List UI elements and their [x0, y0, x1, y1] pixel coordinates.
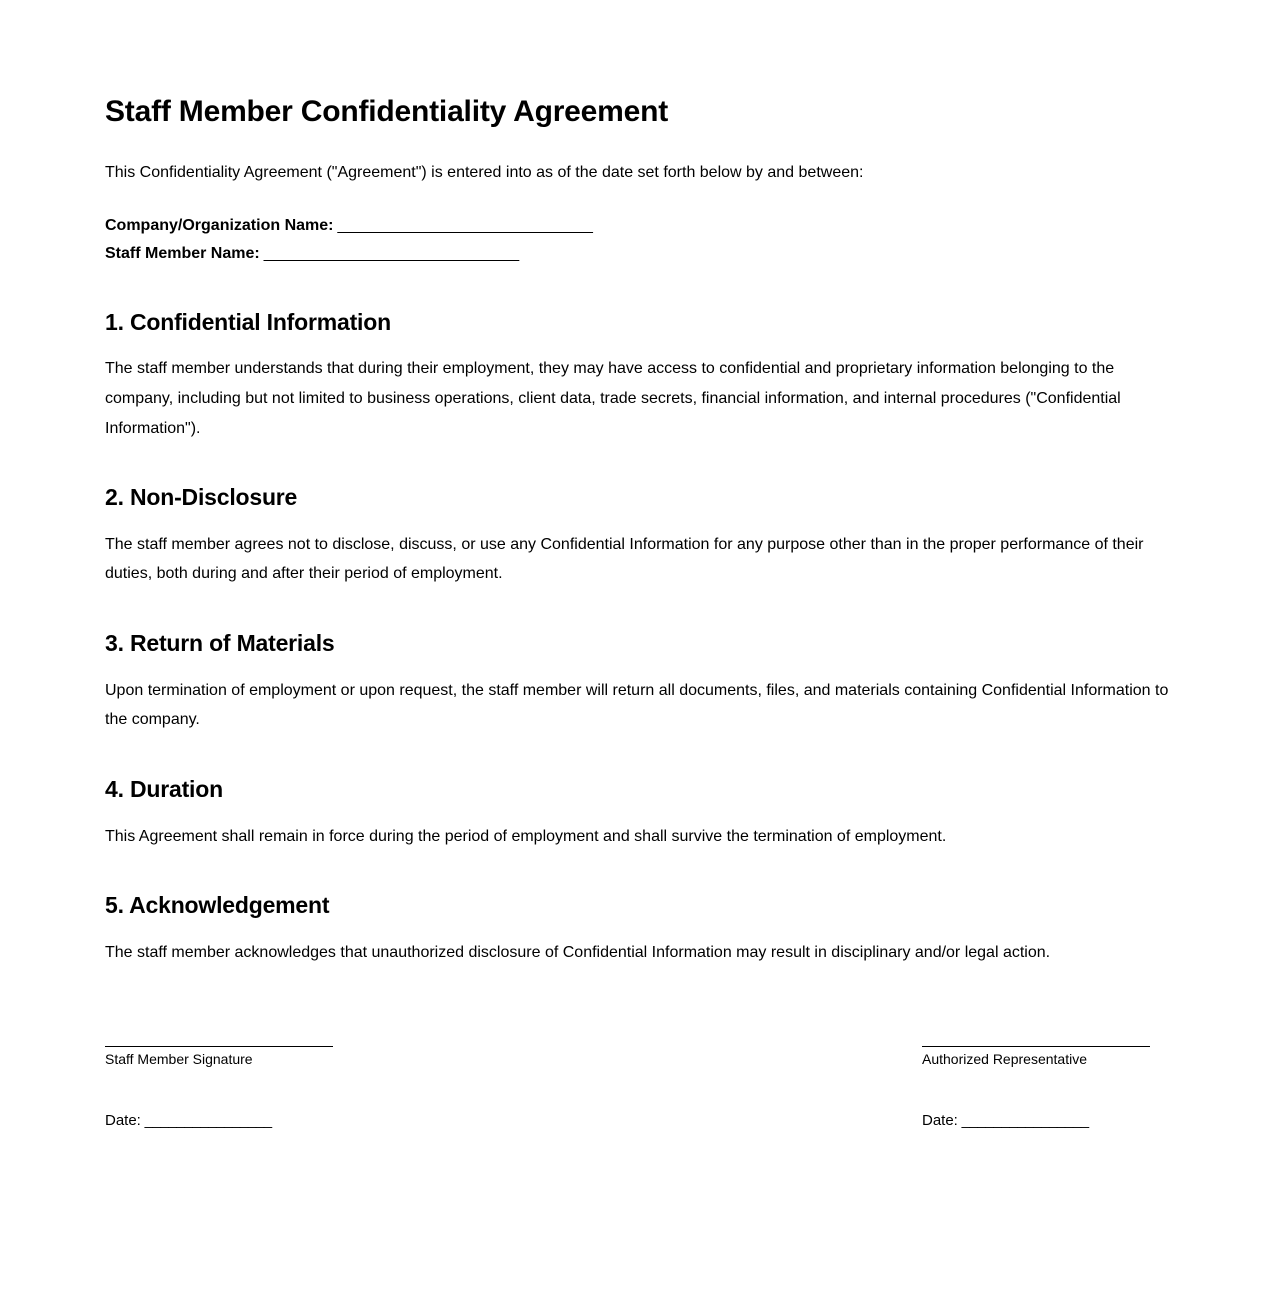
section-body: Upon termination of employment or upon request, the staff member will return all documents, files, and materials containing Confidential Information to the company.	[105, 681, 1169, 729]
section-non-disclosure	[105, 483, 1170, 589]
representative-date-label: Date:	[922, 1111, 958, 1129]
staff-date-blank[interactable]: ________________	[140, 1111, 272, 1129]
section-heading: 5. Acknowledgement	[105, 892, 330, 919]
representative-date-field[interactable]	[922, 1110, 1150, 1131]
authorized-representative-column	[922, 1046, 1150, 1131]
staff-name-field[interactable]	[105, 240, 1170, 268]
authorized-representative-label: Authorized Representative	[922, 1050, 1087, 1067]
staff-signature-label: Staff Member Signature	[105, 1050, 253, 1067]
section-heading: 3. Return of Materials	[105, 630, 335, 657]
section-heading: 2. Non-Disclosure	[105, 484, 298, 511]
staff-signature-column	[105, 1046, 333, 1131]
section-heading: 4. Duration	[105, 776, 223, 802]
party-fields	[105, 212, 1170, 268]
signature-block	[105, 1046, 1170, 1186]
signature-line[interactable]	[922, 1046, 1150, 1047]
page-title: Staff Member Confidentiality Agreement	[105, 95, 669, 128]
staff-date-field[interactable]	[105, 1110, 333, 1131]
section-heading: 1. Confidential Information	[105, 308, 391, 335]
staff-name-blank[interactable]: ______________________________	[259, 244, 519, 262]
section-body: The staff member agrees not to disclose, discuss, or use any Confidential Information for any purpose other than in the proper performance of their duties, both during and after their period of employment.	[105, 535, 1144, 583]
section-acknowledgement	[105, 891, 1170, 967]
signature-line[interactable]	[105, 1046, 333, 1047]
section-confidential-information	[105, 308, 1170, 444]
company-name-field[interactable]	[105, 212, 1170, 240]
section-body: The staff member acknowledges that unauthorized disclosure of Confidential Information may result in disciplinary and/or legal action.	[105, 944, 1051, 962]
section-return-of-materials	[105, 629, 1170, 735]
staff-name-label: Staff Member Name:	[105, 244, 260, 262]
representative-date-blank[interactable]: ________________	[957, 1111, 1089, 1129]
staff-date-label: Date:	[105, 1111, 141, 1129]
company-name-label: Company/Organization Name:	[105, 216, 334, 234]
section-body: This Agreement shall remain in force during the period of employment and shall survive the termination of employment.	[105, 827, 947, 845]
section-body: The staff member understands that during their employment, they may have access to confidential and proprietary information belonging to the company, including but not limited to business operations, client data, trade secrets, financial information, and internal procedures ("Confidential Information").	[105, 360, 1121, 437]
company-name-blank[interactable]: ______________________________	[333, 216, 593, 234]
intro-paragraph: This Confidentiality Agreement ("Agreement") is entered into as of the date set forth below by and between:	[105, 164, 864, 181]
section-duration	[105, 775, 1170, 851]
